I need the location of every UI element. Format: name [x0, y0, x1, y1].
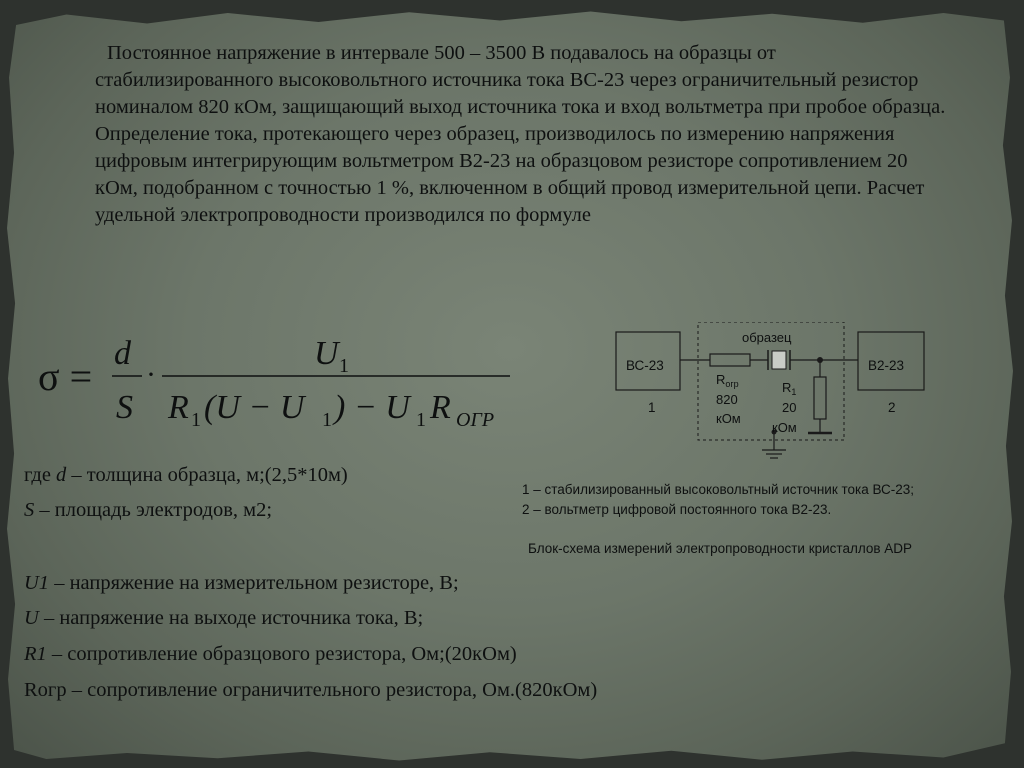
- source-block-label: ВС-23: [626, 358, 664, 373]
- diagram-caption: Блок-схема измерений электропроводности кристаллов ADP: [528, 541, 913, 556]
- meter-block-label: В2-23: [868, 358, 905, 373]
- diagram-legend: [522, 480, 1022, 520]
- sample-label: образец: [742, 330, 792, 345]
- definition-S: S – площадь электродов, м2;: [24, 499, 273, 521]
- formula-R1-sub: 1: [191, 409, 201, 431]
- formula-paren-open: (U − U: [204, 389, 305, 426]
- source-block-number: 1: [648, 400, 656, 415]
- formula-d: d: [114, 335, 131, 372]
- definition-U1: U1 – напряжение на измерительном резисторе, В;: [24, 572, 459, 594]
- definition-R1: R1 – сопротивление образцового резистора, Ом;(20кОм): [24, 643, 517, 665]
- sample-crystal: [772, 351, 786, 369]
- formula-U1-num-sub: 1: [339, 355, 349, 377]
- formula-U1-num: U: [314, 335, 339, 372]
- r1-resistor: [814, 377, 826, 419]
- r1-unit: кОм: [772, 420, 797, 435]
- formula-paren-close: ) − U: [334, 389, 410, 426]
- formula-U1-sub-b: 1: [416, 409, 426, 431]
- conductivity-formula: [38, 332, 528, 432]
- definition-d: где d – толщина образца, м;(2,5*10м): [24, 464, 348, 486]
- legend-item-1: 1 – стабилизированный высоковольтный источник тока ВС-23;: [522, 482, 915, 497]
- formula-dot: ·: [146, 358, 156, 391]
- r1-value: 20: [782, 400, 797, 415]
- circuit-diagram: [610, 322, 940, 472]
- meter-block-number: 2: [888, 400, 896, 415]
- legend-item-2: 2 – вольтметр цифровой постоянного тока В2-23.: [522, 502, 832, 517]
- formula-U1-sub-a: 1: [322, 409, 332, 431]
- rogr-label: $R_{огр}$: [716, 372, 739, 389]
- formula-R1: R: [168, 389, 189, 426]
- formula-S: S: [116, 389, 133, 426]
- formula-R-ogr: R: [430, 389, 451, 426]
- intro-paragraph: Постоянное напряжение в интервале 500 – 3500 В подавалось на образцы от стабилизированного высоковольтного источника тока ВС-23 через ограничительный резистор номиналом 820 кОм, защищающий выход источника тока и вход вольтметра при пробое образца. Определение тока, протекающего через образец, производилось по измерению напряжения цифровым интегрирующим вольтметром В2-23 на образцовом резисторе сопротивлением 20 кОм, подобранном с точностью 1 %, включенном в общий провод измерительной цепи. Расчет удельной электропроводности производился по формуле: [95, 42, 946, 226]
- formula-lhs: σ =: [38, 354, 93, 399]
- definition-U: U – напряжение на выходе источника тока, В;: [24, 607, 424, 629]
- definition-Rogr: Rогр – сопротивление ограничительного резистора, Ом.(820кОм): [24, 679, 598, 701]
- rogr-value: 820: [716, 392, 738, 407]
- formula-ogr-sub: ОГР: [456, 409, 495, 431]
- rogr-unit: кОм: [716, 411, 741, 426]
- r1-label: $R_1$: [782, 380, 797, 397]
- rogr-resistor: [710, 354, 750, 366]
